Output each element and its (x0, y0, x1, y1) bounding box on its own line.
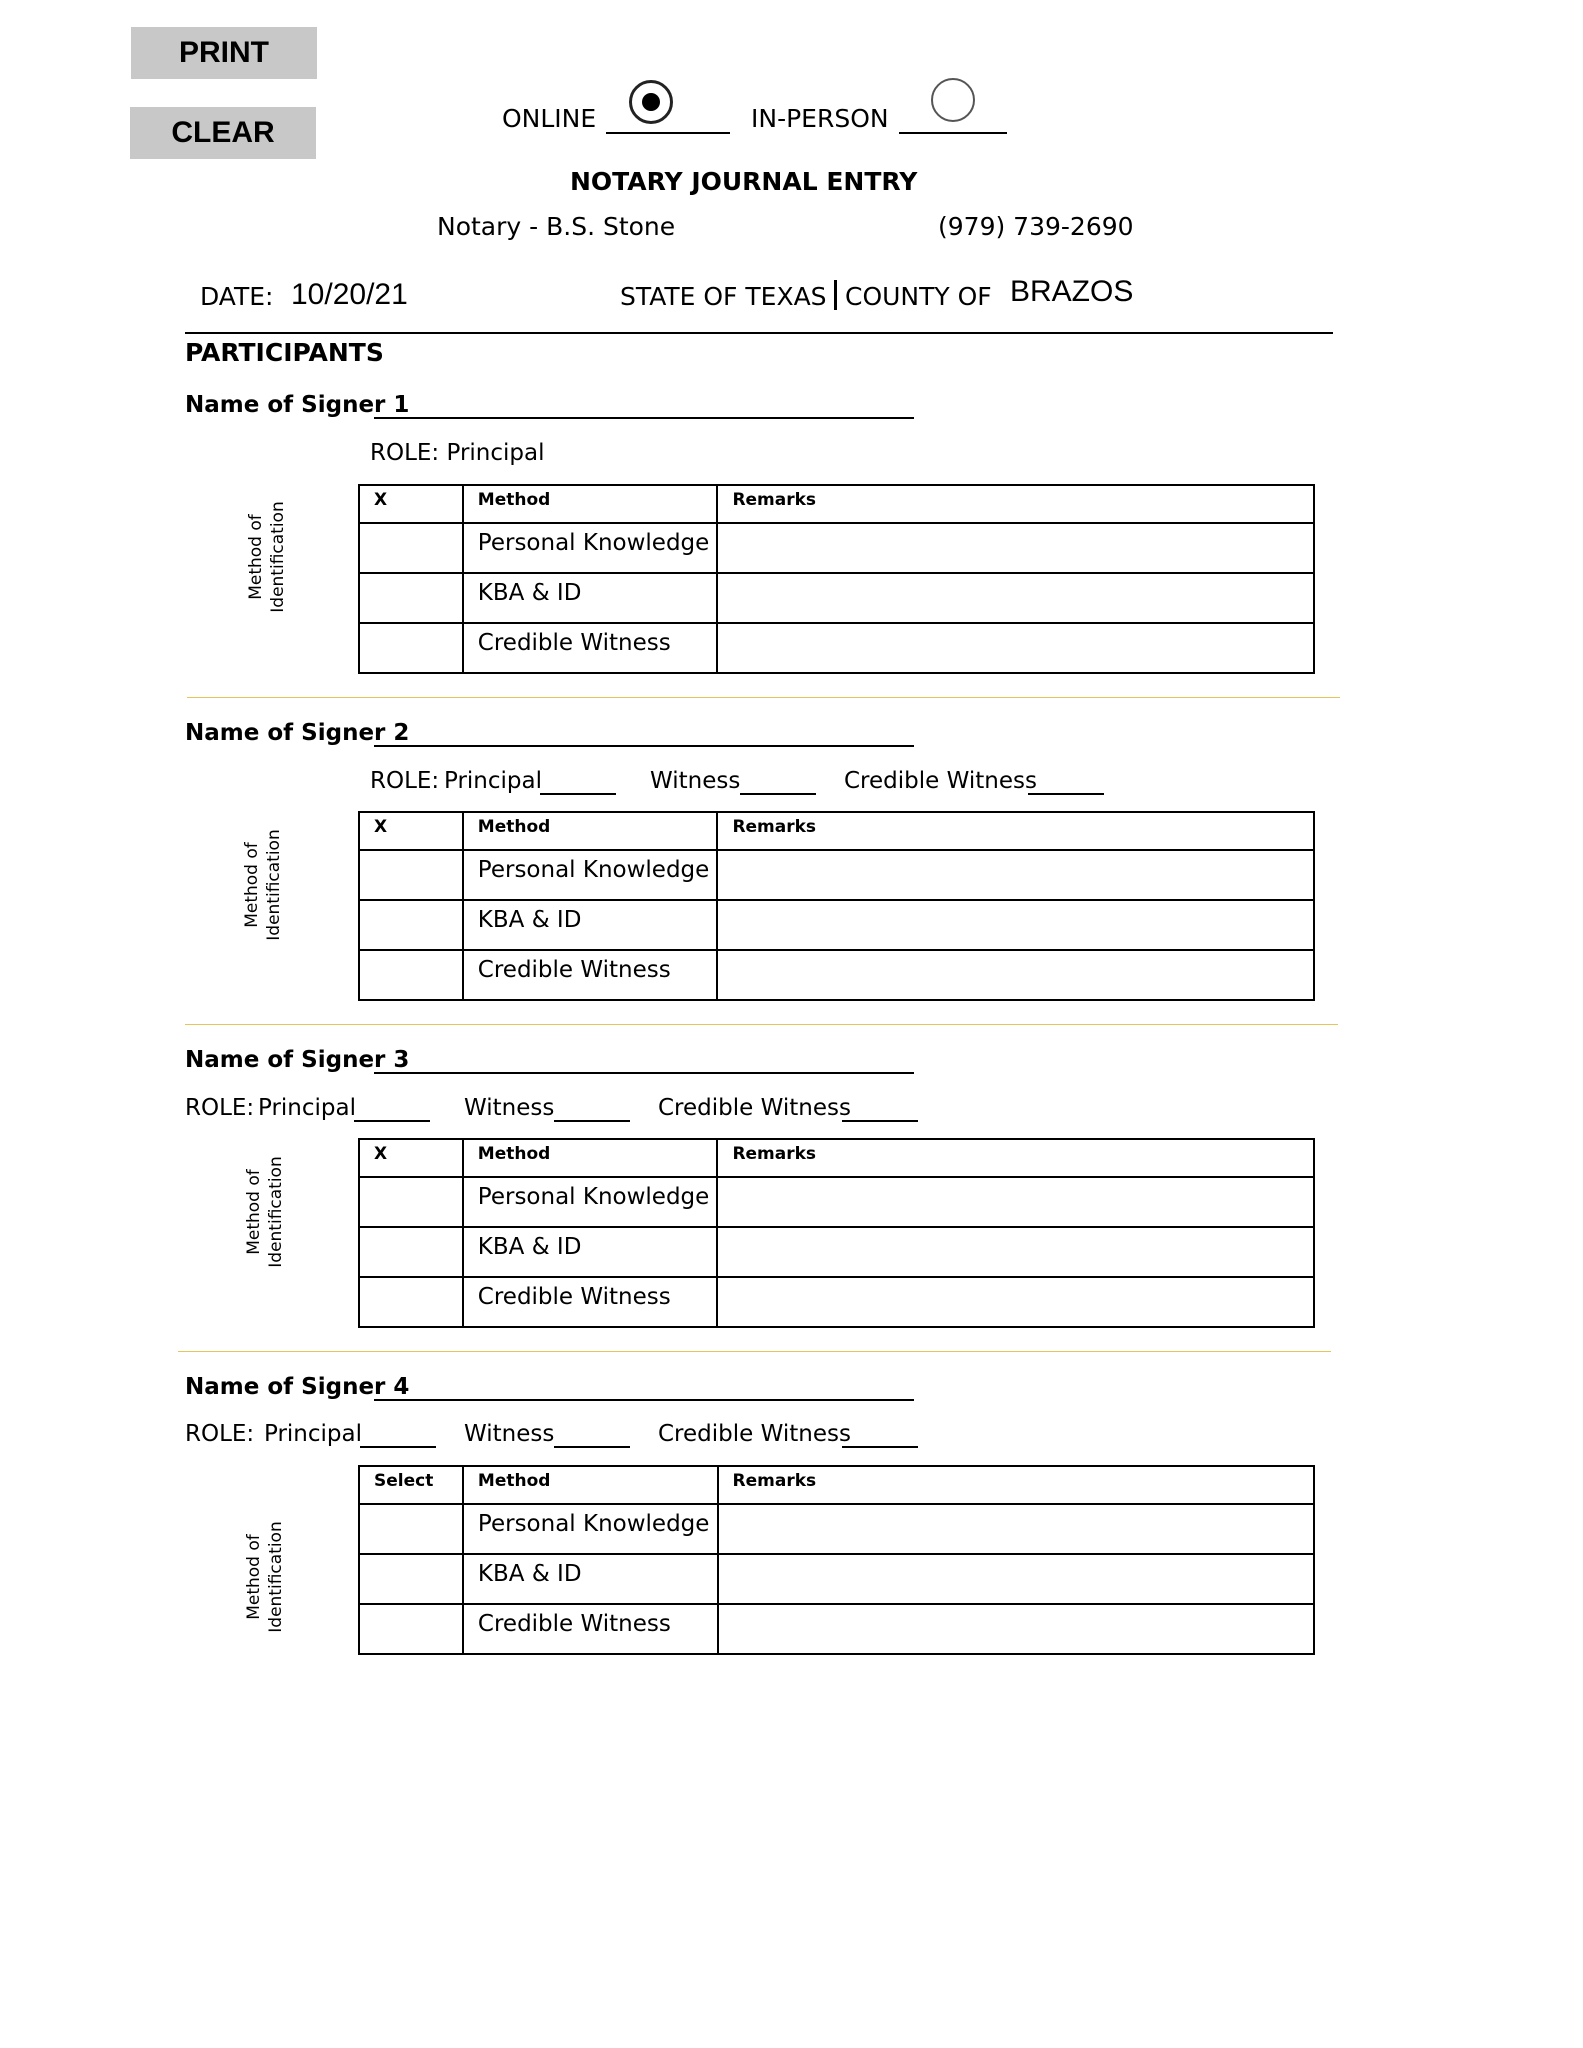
header-x: X (359, 812, 463, 850)
signer-2-role-principal: Principal (444, 768, 543, 794)
header-x: X (359, 485, 463, 523)
clear-button[interactable]: CLEAR (130, 107, 316, 159)
signer-2-role-credible: Credible Witness (844, 768, 1037, 794)
signer-3-principal-blank[interactable] (354, 1120, 430, 1122)
select-cell[interactable] (359, 1177, 463, 1227)
table-header-row (359, 1139, 1314, 1177)
method-cell: Credible Witness (463, 950, 718, 1000)
side-label-line-2: Identification (268, 501, 288, 613)
remarks-cell[interactable] (718, 1554, 1314, 1604)
side-label-line-2: Identification (266, 1156, 286, 1268)
method-cell: Personal Knowledge (463, 1177, 718, 1227)
signer-4-role-label: ROLE: (185, 1421, 255, 1447)
method-cell: Personal Knowledge (463, 850, 718, 900)
signer-3-witness-blank[interactable] (554, 1120, 630, 1122)
remarks-cell[interactable] (717, 573, 1314, 623)
signer-4-role-witness: Witness (464, 1421, 555, 1447)
table-row (359, 1177, 1314, 1227)
table-row (359, 1277, 1314, 1327)
signer-1-id-side-label (245, 487, 289, 627)
signer-3-label: Name of Signer 3 (185, 1047, 410, 1073)
method-cell: KBA & ID (463, 573, 718, 623)
select-cell[interactable] (359, 573, 463, 623)
notary-name: Notary - B.S. Stone (437, 212, 676, 241)
signer-3-role-witness: Witness (464, 1095, 555, 1121)
header-remarks: Remarks (717, 1139, 1314, 1177)
signer-2-credible-blank[interactable] (1028, 793, 1104, 795)
header-remarks: Remarks (717, 812, 1314, 850)
header-remarks: Remarks (718, 1466, 1314, 1504)
header-remarks: Remarks (717, 485, 1314, 523)
online-label: ONLINE (502, 104, 597, 133)
signer-4-id-table (358, 1465, 1315, 1655)
signer-3-id-table (358, 1138, 1315, 1328)
select-cell[interactable] (359, 1277, 463, 1327)
remarks-cell[interactable] (718, 1504, 1314, 1554)
method-cell: Credible Witness (463, 623, 718, 673)
header-method: Method (463, 1139, 718, 1177)
side-label-line-2: Identification (266, 1521, 286, 1633)
table-header-row (359, 485, 1314, 523)
state-county-divider (834, 280, 837, 310)
table-row (359, 950, 1314, 1000)
method-cell: KBA & ID (463, 1227, 718, 1277)
method-cell: Credible Witness (463, 1604, 718, 1654)
county-label: COUNTY OF (845, 282, 992, 311)
in-person-line (899, 132, 1007, 134)
signer-3-id-side-label (243, 1142, 287, 1282)
remarks-cell[interactable] (717, 950, 1314, 1000)
county-value[interactable]: BRAZOS (1010, 275, 1134, 308)
in-person-label: IN-PERSON (751, 104, 889, 133)
side-label-line-1: Method of (244, 1169, 264, 1255)
section-separator (187, 697, 1340, 698)
signer-2-id-side-label (241, 815, 285, 955)
side-label-line-1: Method of (246, 514, 266, 600)
radio-selected-dot (642, 93, 660, 111)
signer-3-name-field[interactable] (374, 1072, 914, 1074)
remarks-cell[interactable] (717, 850, 1314, 900)
remarks-cell[interactable] (717, 1227, 1314, 1277)
remarks-cell[interactable] (718, 1604, 1314, 1654)
select-cell[interactable] (359, 900, 463, 950)
table-header-row (359, 812, 1314, 850)
header-select: Select (359, 1466, 463, 1504)
page-title: NOTARY JOURNAL ENTRY (570, 167, 918, 196)
select-cell[interactable] (359, 623, 463, 673)
signer-4-credible-blank[interactable] (842, 1446, 918, 1448)
select-cell[interactable] (359, 1504, 463, 1554)
participants-heading: PARTICIPANTS (185, 338, 384, 367)
section-separator (185, 1024, 1338, 1025)
date-label: DATE: (200, 282, 274, 311)
signer-1-name-field[interactable] (374, 417, 914, 419)
signer-4-id-side-label (243, 1507, 287, 1647)
signer-3-credible-blank[interactable] (842, 1120, 918, 1122)
method-cell: Credible Witness (463, 1277, 718, 1327)
notary-phone: (979) 739-2690 (938, 212, 1134, 241)
remarks-cell[interactable] (717, 523, 1314, 573)
method-cell: KBA & ID (463, 900, 718, 950)
online-radio[interactable] (629, 80, 673, 124)
section-separator (178, 1351, 1331, 1352)
table-row (359, 1504, 1314, 1554)
table-row (359, 900, 1314, 950)
header-method: Method (463, 485, 718, 523)
signer-2-name-field[interactable] (374, 745, 914, 747)
signer-2-role-label: ROLE: (370, 768, 440, 794)
method-cell: Personal Knowledge (463, 1504, 718, 1554)
signer-2-id-table (358, 811, 1315, 1001)
header-method: Method (463, 812, 718, 850)
table-row (359, 1227, 1314, 1277)
method-cell: KBA & ID (463, 1554, 718, 1604)
state-label: STATE OF TEXAS (620, 282, 827, 311)
table-row (359, 850, 1314, 900)
print-button[interactable]: PRINT (131, 27, 317, 79)
remarks-cell[interactable] (717, 900, 1314, 950)
signer-2-role-witness: Witness (650, 768, 741, 794)
remarks-cell[interactable] (717, 1277, 1314, 1327)
select-cell[interactable] (359, 850, 463, 900)
online-line (606, 132, 730, 134)
signer-1-role: ROLE: Principal (370, 440, 545, 466)
header-rule (185, 332, 1333, 334)
select-cell[interactable] (359, 1604, 463, 1654)
signer-4-role-credible: Credible Witness (658, 1421, 851, 1447)
signer-2-principal-blank[interactable] (540, 793, 616, 795)
signer-4-witness-blank[interactable] (554, 1446, 630, 1448)
table-row (359, 523, 1314, 573)
select-cell[interactable] (359, 523, 463, 573)
signer-2-label: Name of Signer 2 (185, 720, 410, 746)
signer-4-principal-blank[interactable] (360, 1446, 436, 1448)
signer-2-witness-blank[interactable] (740, 793, 816, 795)
signer-3-role-label: ROLE: (185, 1095, 255, 1121)
signer-1-id-table (358, 484, 1315, 674)
method-cell: Personal Knowledge (463, 523, 718, 573)
table-row (359, 573, 1314, 623)
date-value[interactable]: 10/20/21 (291, 278, 408, 311)
signer-4-name-field[interactable] (374, 1399, 914, 1401)
signer-1-label: Name of Signer 1 (185, 392, 410, 418)
side-label-line-1: Method of (242, 842, 262, 928)
remarks-cell[interactable] (717, 1177, 1314, 1227)
table-row (359, 623, 1314, 673)
header-method: Method (463, 1466, 718, 1504)
table-row (359, 1604, 1314, 1654)
signer-3-role-principal: Principal (258, 1095, 357, 1121)
table-row (359, 1554, 1314, 1604)
remarks-cell[interactable] (717, 623, 1314, 673)
side-label-line-2: Identification (264, 829, 284, 941)
side-label-line-1: Method of (244, 1534, 264, 1620)
select-cell[interactable] (359, 950, 463, 1000)
in-person-radio[interactable] (931, 78, 975, 122)
select-cell[interactable] (359, 1554, 463, 1604)
table-header-row (359, 1466, 1314, 1504)
signer-3-role-credible: Credible Witness (658, 1095, 851, 1121)
select-cell[interactable] (359, 1227, 463, 1277)
header-x: X (359, 1139, 463, 1177)
signer-4-label: Name of Signer 4 (185, 1374, 410, 1400)
signer-4-role-principal: Principal (264, 1421, 363, 1447)
